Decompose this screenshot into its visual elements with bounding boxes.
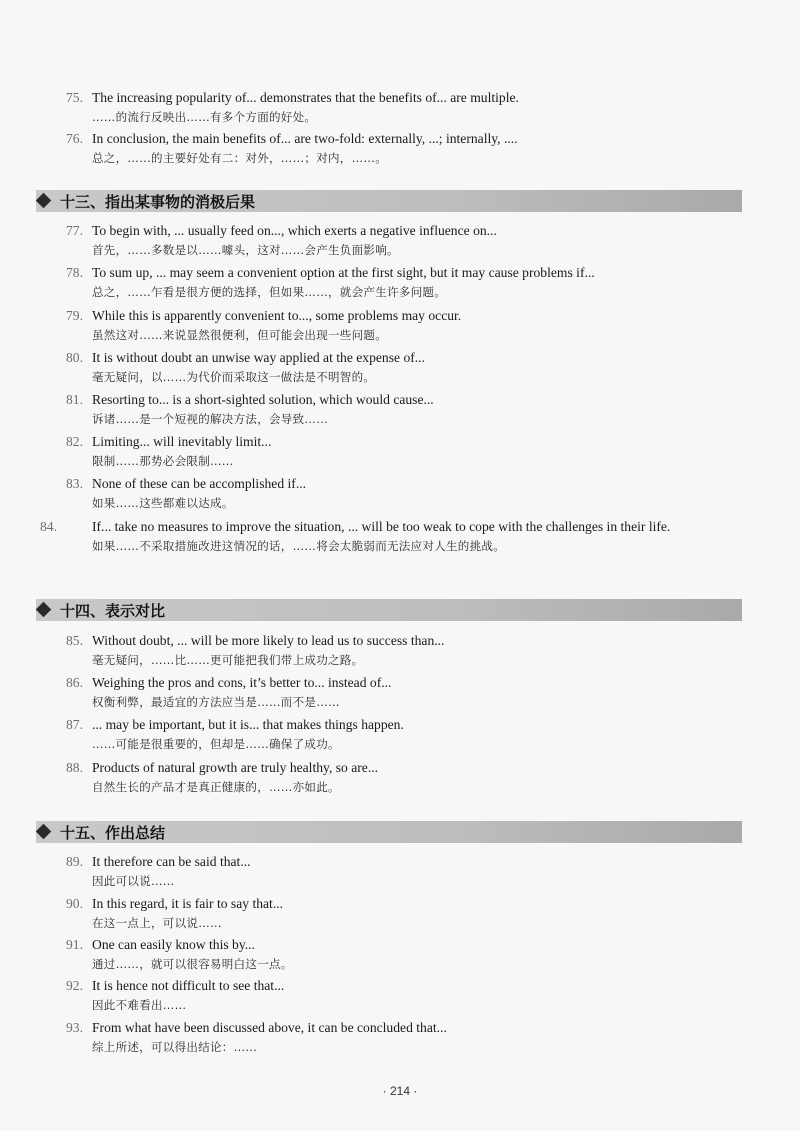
item-number: 76. bbox=[66, 131, 83, 146]
chinese-translation: 因此可以说…… bbox=[92, 874, 175, 888]
chinese-translation: 限制……那势必会限制…… bbox=[92, 454, 234, 468]
list-item bbox=[66, 263, 756, 301]
chinese-translation: 毫无疑问，以……为代价而采取这一做法是不明智的。 bbox=[92, 370, 376, 384]
list-item bbox=[66, 852, 756, 890]
english-phrase: It is without doubt an unwise way applied at the expense of... bbox=[92, 350, 425, 365]
chinese-translation: 通过……，就可以很容易明白这一点。 bbox=[92, 957, 293, 971]
item-number: 87. bbox=[66, 717, 83, 732]
chinese-translation: 诉诸……是一个短视的解决方法，会导致…… bbox=[92, 412, 328, 426]
item-number: 80. bbox=[66, 350, 83, 365]
list-item bbox=[66, 715, 756, 753]
chinese-translation: ……的流行反映出……有多个方面的好处。 bbox=[92, 110, 317, 124]
chinese-translation: 如果……不采取措施改进这情况的话，……将会太脆弱而无法应对人生的挑战。 bbox=[92, 539, 505, 553]
english-phrase: Resorting to... is a short-sighted solution, which would cause... bbox=[92, 392, 434, 407]
english-phrase: The increasing popularity of... demonstrates that the benefits of... are multiple. bbox=[92, 90, 519, 105]
item-number: 86. bbox=[66, 675, 83, 690]
item-number: 90. bbox=[66, 896, 83, 911]
page-number: · 214 · bbox=[382, 1084, 418, 1098]
list-item bbox=[66, 673, 756, 711]
chinese-translation: 毫无疑问，……比……更可能把我们带上成功之路。 bbox=[92, 653, 364, 667]
list-item bbox=[66, 432, 756, 470]
item-number: 81. bbox=[66, 392, 83, 407]
chinese-translation: 总之，……的主要好处有二：对外，……；对内，……。 bbox=[92, 151, 387, 165]
item-number: 88. bbox=[66, 760, 83, 775]
section-title: 十四、表示对比 bbox=[60, 602, 166, 620]
list-item bbox=[66, 631, 756, 669]
english-phrase: While this is apparently convenient to..., some problems may occur. bbox=[92, 308, 462, 323]
english-phrase: It is hence not difficult to see that... bbox=[92, 978, 285, 993]
english-phrase: Products of natural growth are truly healthy, so are... bbox=[92, 760, 379, 775]
item-number: 84. bbox=[40, 519, 57, 534]
item-number: 75. bbox=[66, 90, 83, 105]
list-item bbox=[66, 348, 756, 386]
chinese-translation: 综上所述，可以得出结论：…… bbox=[92, 1040, 258, 1054]
list-item bbox=[66, 1018, 756, 1056]
list-item bbox=[66, 474, 756, 512]
chinese-translation: 自然生长的产品才是真正健康的，……亦如此。 bbox=[92, 780, 340, 794]
chinese-translation: 因此不难看出…… bbox=[92, 998, 187, 1012]
list-item bbox=[66, 306, 756, 344]
chinese-translation: 在这一点上，可以说…… bbox=[92, 916, 222, 930]
english-phrase: To sum up, ... may seem a convenient option at the first sight, but it may cause problems if... bbox=[92, 265, 595, 280]
item-number: 77. bbox=[66, 223, 83, 238]
chinese-translation: 总之，……乍看是很方便的选择，但如果……，就会产生许多问题。 bbox=[92, 285, 446, 299]
item-number: 89. bbox=[66, 854, 83, 869]
english-phrase: If... take no measures to improve the situation, ... will be too weak to cope with the challenges in their life. bbox=[92, 519, 671, 534]
english-phrase: Weighing the pros and cons, it’s better to... instead of... bbox=[92, 675, 392, 690]
chinese-translation: 如果……这些都难以达成。 bbox=[92, 496, 234, 510]
english-phrase: Limiting... will inevitably limit... bbox=[92, 434, 272, 449]
list-item bbox=[66, 129, 756, 167]
english-phrase: To begin with, ... usually feed on..., which exerts a negative influence on... bbox=[92, 223, 497, 238]
english-phrase: One can easily know this by... bbox=[92, 937, 255, 952]
chinese-translation: ……可能是很重要的，但却是……确保了成功。 bbox=[92, 737, 340, 751]
list-item bbox=[66, 390, 756, 428]
chinese-translation: 权衡利弊，最适宜的方法应当是……而不是…… bbox=[92, 695, 340, 709]
english-phrase: Without doubt, ... will be more likely to lead us to success than... bbox=[92, 633, 445, 648]
item-number: 79. bbox=[66, 308, 83, 323]
item-number: 82. bbox=[66, 434, 83, 449]
english-phrase: In this regard, it is fair to say that... bbox=[92, 896, 284, 911]
chinese-translation: 虽然这对……来说显然很便利，但可能会出现一些问题。 bbox=[92, 328, 387, 342]
item-number: 92. bbox=[66, 978, 83, 993]
english-phrase: From what have been discussed above, it can be concluded that... bbox=[92, 1020, 447, 1035]
list-item bbox=[66, 894, 756, 932]
list-item bbox=[66, 221, 756, 259]
list-item bbox=[66, 976, 756, 1014]
section-title: 十三、指出某事物的消极后果 bbox=[60, 193, 256, 211]
item-number: 83. bbox=[66, 476, 83, 491]
english-phrase: ... may be important, but it is... that makes things happen. bbox=[92, 717, 404, 732]
list-item bbox=[66, 935, 756, 973]
english-phrase: In conclusion, the main benefits of... are two-fold: externally, ...; internally, .... bbox=[92, 131, 518, 146]
chinese-translation: 首先，……多数是以……噱头，这对……会产生负面影响。 bbox=[92, 243, 399, 257]
item-number: 93. bbox=[66, 1020, 83, 1035]
section-title: 十五、作出总结 bbox=[60, 824, 166, 842]
list-item bbox=[66, 88, 756, 126]
english-phrase: It therefore can be said that... bbox=[92, 854, 251, 869]
item-number: 91. bbox=[66, 937, 83, 952]
item-number: 78. bbox=[66, 265, 83, 280]
english-phrase: None of these can be accomplished if... bbox=[92, 476, 307, 491]
item-number: 85. bbox=[66, 633, 83, 648]
list-item bbox=[66, 758, 756, 796]
list-item bbox=[40, 516, 742, 555]
